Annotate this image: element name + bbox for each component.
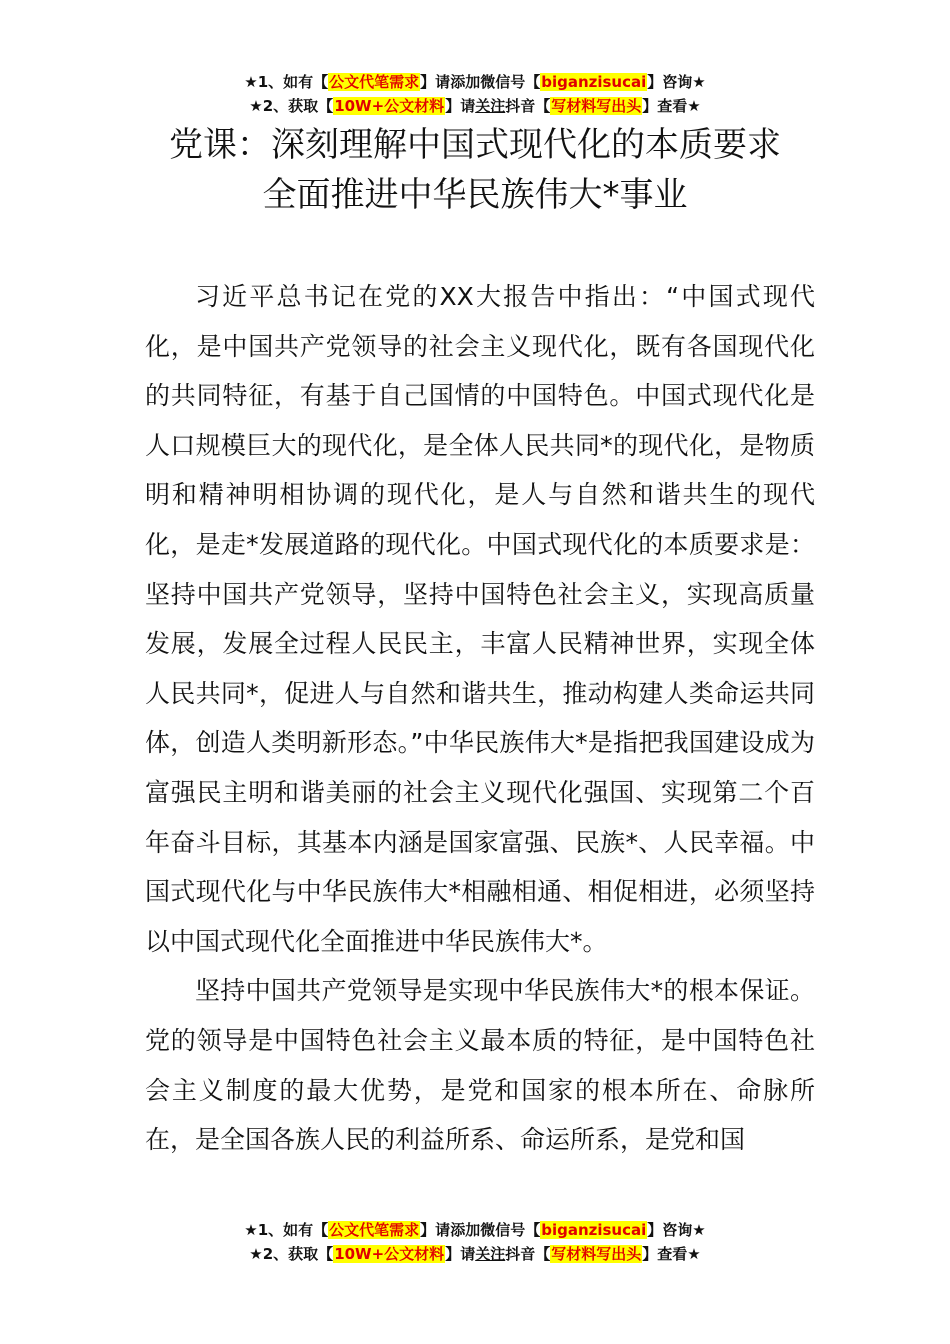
promo-text: 关注 — [475, 97, 506, 115]
body-paragraph: 坚持中国共产党领导是实现中华民族伟大*的根本保证。党的领导是中国特色社会主义最本质的特征，是中国特色社会主义制度的最大优势，是党和国家的根本所在、命脉所在，是全国各族人民的利益所系、命运所系，是党和国 — [145, 976, 815, 1155]
promo-text: 】咨询★ — [647, 1221, 706, 1239]
promo-text: ★1、如有【 — [244, 1221, 329, 1239]
promo-highlight: 10W+公文材料 — [334, 97, 445, 115]
promo-text: 】咨询★ — [647, 73, 706, 91]
document-title — [0, 120, 950, 220]
promo-text: 抖音【 — [505, 1245, 551, 1263]
promo-text: 】请 — [420, 1221, 451, 1239]
promo-text: ★1、如有【 — [244, 73, 329, 91]
promo-text: 微信号【 — [480, 73, 541, 91]
promo-text: ★2、获取【 — [249, 97, 334, 115]
promo-text: 】请 — [445, 97, 476, 115]
promo-text: 添加 — [450, 73, 481, 91]
title-line-1: 党课：深刻理解中国式现代化的本质要求 — [169, 125, 781, 165]
promo-highlight: 公文代笔需求 — [329, 73, 420, 91]
promo-banner-top — [0, 70, 950, 118]
promo-highlight: 公文代笔需求 — [329, 1221, 420, 1239]
promo-highlight: 10W+公文材料 — [334, 1245, 445, 1263]
promo-text: 微信号【 — [480, 1221, 541, 1239]
promo-text: 】查看★ — [642, 97, 701, 115]
promo-wechat-id: biganzisucai — [541, 73, 647, 91]
promo-line-2 — [0, 94, 950, 118]
promo-douyin-id: 写材料写出头 — [551, 1245, 642, 1263]
promo-text: 】查看★ — [642, 1245, 701, 1263]
promo-text: 添加 — [450, 1221, 481, 1239]
promo-line-1 — [0, 70, 950, 94]
promo-douyin-id: 写材料写出头 — [551, 97, 642, 115]
promo-text: 关注 — [475, 1245, 506, 1263]
promo-text: 】请 — [420, 73, 451, 91]
promo-text: 】请 — [445, 1245, 476, 1263]
promo-text: ★2、获取【 — [249, 1245, 334, 1263]
body-paragraph: 习近平总书记在党的XX大报告中指出：“中国式现代化，是中国共产党领导的社会主义现代化，既有各国现代化的共同特征，有基于自己国情的中国特色。中国式现代化是人口规模巨大的现代化，是全体人民共同*的现代化，是物质明和精神明相协调的现代化，是人与自然和谐共生的现代化，是走*发展道路的现代化。中国式现代化的本质要求是：坚持中国共产党领导，坚持中国特色社会主义，实现高质量发展，发展全过程人民民主，丰富人民精神世界，实现全体人民共同*，促进人与自然和谐共生，推动构建人类命运共同体，创造人类明新形态。”中华民族伟大*是指把我国建设成为富强民主明和谐美丽的社会主义现代化强国、实现第二个百年奋斗目标，其基本内涵是国家富强、民族*、人民幸福。中国式现代化与中华民族伟大*相融相通、相促相进，必须坚持以中国式现代化全面推进中华民族伟大*。 — [145, 282, 815, 956]
promo-line-1 — [0, 1218, 950, 1242]
title-line-2: 全面推进中华民族伟大*事业 — [262, 175, 688, 215]
promo-wechat-id: biganzisucai — [541, 1221, 647, 1239]
promo-line-2 — [0, 1242, 950, 1266]
promo-text: 抖音【 — [505, 97, 551, 115]
document-body — [145, 272, 815, 1165]
promo-banner-bottom — [0, 1218, 950, 1266]
